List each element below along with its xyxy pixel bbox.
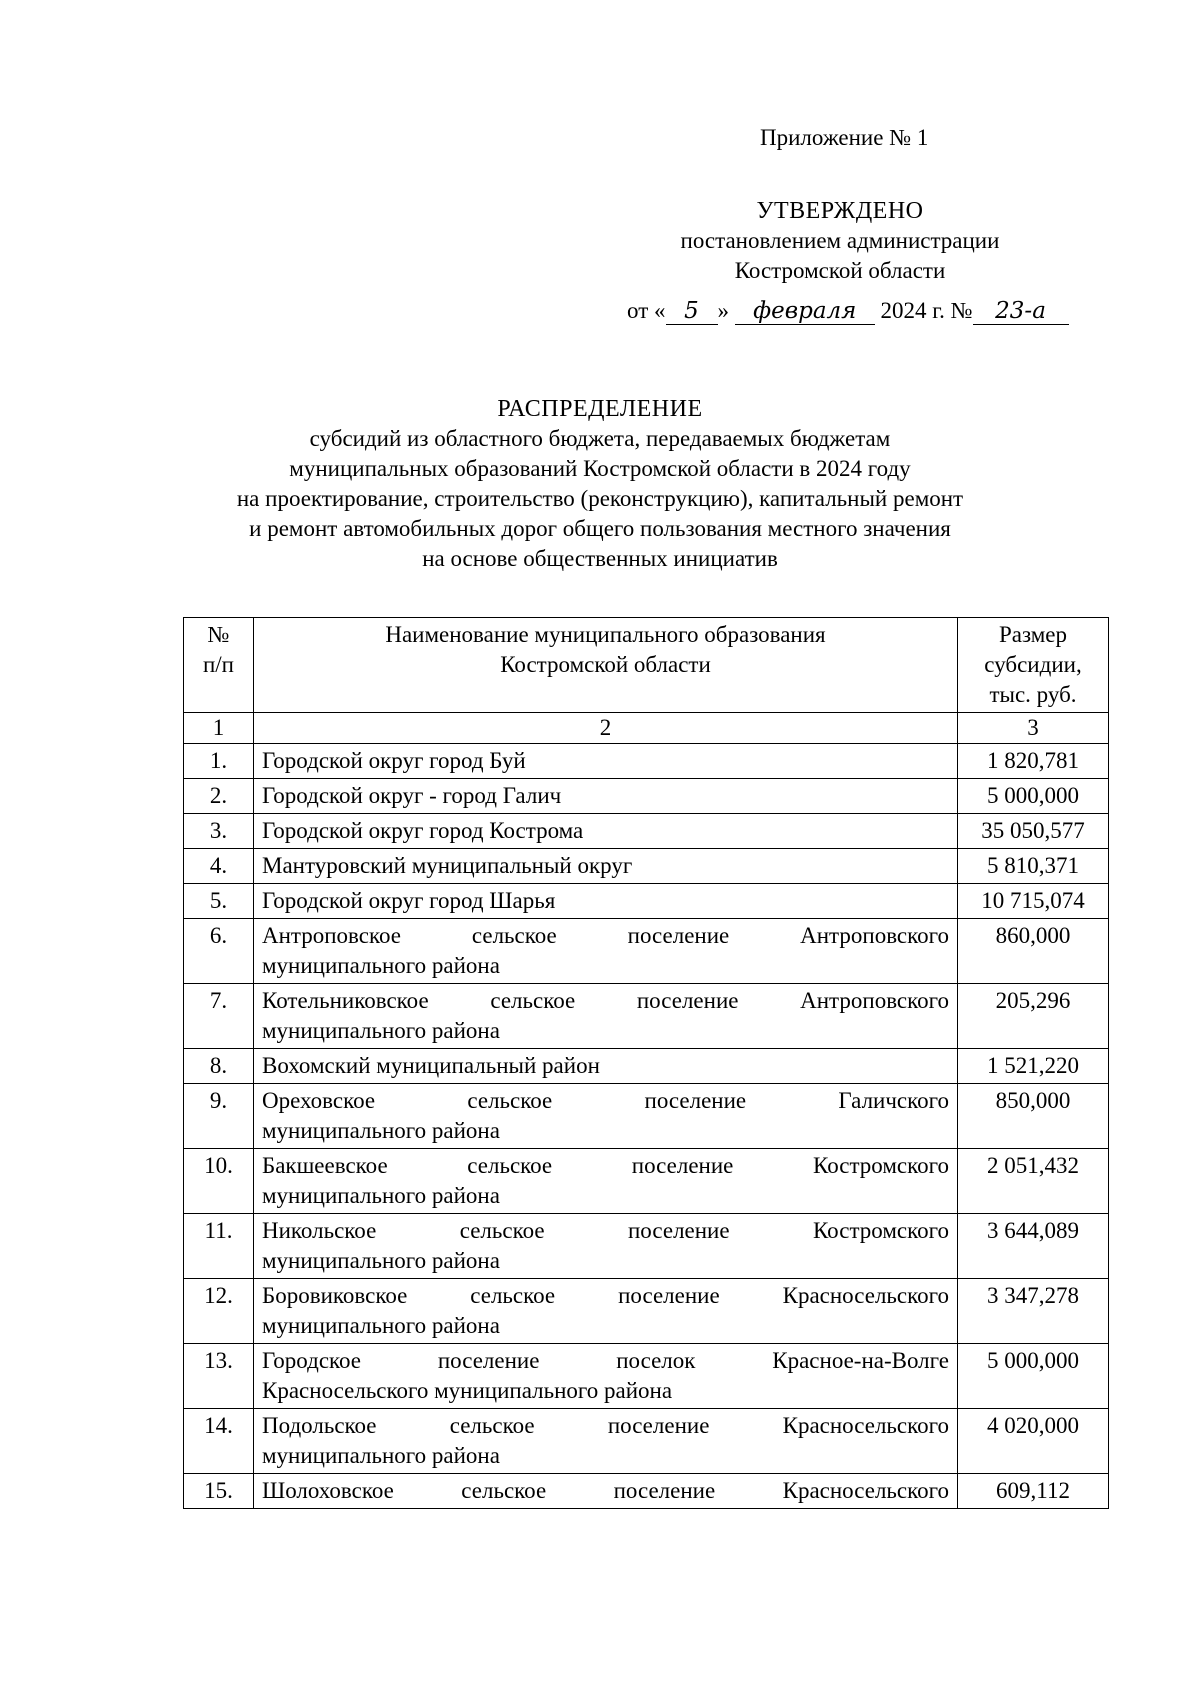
subsidy-amount: 35 050,577 xyxy=(958,814,1109,849)
table-row xyxy=(184,1409,1109,1474)
subsidy-amount: 5 000,000 xyxy=(958,779,1109,814)
table-row xyxy=(184,1474,1109,1509)
municipality-name-line-1: Городской округ - город Галич xyxy=(262,783,562,808)
municipality-name-line-2: муниципального района xyxy=(262,1248,500,1273)
table-row xyxy=(184,884,1109,919)
title-line-1: субсидий из областного бюджета, передаваемых бюджетам xyxy=(309,426,891,451)
municipality-name-line-2: муниципального района xyxy=(262,1183,500,1208)
appendix-label: Приложение № 1 xyxy=(760,125,929,150)
subsidy-amount: 1 820,781 xyxy=(958,744,1109,779)
municipality-name-line-1: Ореховское сельское поселение Галичского xyxy=(262,1088,949,1113)
row-number: 14. xyxy=(184,1409,254,1474)
row-number: 5. xyxy=(184,884,254,919)
municipality-name xyxy=(254,1474,958,1509)
municipality-name-line-2: муниципального района xyxy=(262,1443,500,1468)
table-row xyxy=(184,744,1109,779)
table-row xyxy=(184,1214,1109,1279)
municipality-name-line-1: Бакшеевское сельское поселение Костромского xyxy=(262,1153,949,1178)
column-index: 3 xyxy=(958,713,1109,744)
municipality-name-line-1: Котельниковское сельское поселение Антроповского xyxy=(262,988,949,1013)
row-number: 15. xyxy=(184,1474,254,1509)
approved-line-2: постановлением администрации xyxy=(680,228,1000,253)
title-line-3: на проектирование, строительство (реконструкцию), капитальный ремонт xyxy=(236,486,964,511)
municipality-name-line-2: муниципального района xyxy=(262,1118,500,1143)
row-number: 7. xyxy=(184,984,254,1049)
column-index: 1 xyxy=(184,713,254,744)
table-row xyxy=(184,849,1109,884)
municipality-name-line-2: муниципального района xyxy=(262,1018,500,1043)
subsidy-amount: 3 644,089 xyxy=(958,1214,1109,1279)
decree-date-line xyxy=(627,298,1069,325)
municipality-name-line-1: Городской округ город Кострома xyxy=(262,818,584,843)
title-line-5: на основе общественных инициатив xyxy=(422,546,778,571)
municipality-name-line-1: Вохомский муниципальный район xyxy=(262,1053,600,1078)
municipality-name xyxy=(254,919,958,984)
municipality-name xyxy=(254,1279,958,1344)
municipality-name xyxy=(254,779,958,814)
municipality-name-line-1: Городской округ город Шарья xyxy=(262,888,556,913)
municipality-name xyxy=(254,884,958,919)
handwritten-month: февраля xyxy=(735,298,875,325)
municipality-name-line-1: Мантуровский муниципальный округ xyxy=(262,853,633,878)
header-size: Размер субсидии, тыс. руб. xyxy=(958,618,1109,713)
subsidy-amount: 10 715,074 xyxy=(958,884,1109,919)
subsidy-amount: 1 521,220 xyxy=(958,1049,1109,1084)
municipality-name-line-1: Городское поселение поселок Красное-на-Волге xyxy=(262,1348,949,1373)
subsidy-amount: 4 020,000 xyxy=(958,1409,1109,1474)
title-line-4: и ремонт автомобильных дорог общего пользования местного значения xyxy=(249,516,951,541)
municipality-name xyxy=(254,814,958,849)
column-index-row xyxy=(184,713,1109,744)
municipality-name xyxy=(254,744,958,779)
municipality-name xyxy=(254,1344,958,1409)
handwritten-day: 5 xyxy=(666,298,718,325)
subsidy-amount: 5 000,000 xyxy=(958,1344,1109,1409)
row-number: 13. xyxy=(184,1344,254,1409)
municipality-name xyxy=(254,1084,958,1149)
header-number: № п/п xyxy=(184,618,254,713)
date-mid: » xyxy=(717,298,729,323)
municipality-name-line-1: Антроповское сельское поселение Антроповского xyxy=(262,923,949,948)
table-header-row xyxy=(184,618,1109,713)
table-row xyxy=(184,919,1109,984)
subsidy-amount: 2 051,432 xyxy=(958,1149,1109,1214)
subsidy-amount: 205,296 xyxy=(958,984,1109,1049)
municipality-name-line-1: Подольское сельское поселение Красносельского xyxy=(262,1413,949,1438)
title-line-2: муниципальных образований Костромской области в 2024 году xyxy=(289,456,911,481)
row-number: 10. xyxy=(184,1149,254,1214)
municipality-name xyxy=(254,1409,958,1474)
approved-heading: УТВЕРЖДЕНО xyxy=(756,198,924,224)
municipality-name-line-2: Красносельского муниципального района xyxy=(262,1378,673,1403)
municipality-name-line-1: Шолоховское сельское поселение Красносельского xyxy=(262,1478,949,1503)
municipality-name xyxy=(254,984,958,1049)
subsidy-amount: 850,000 xyxy=(958,1084,1109,1149)
row-number: 8. xyxy=(184,1049,254,1084)
table-row xyxy=(184,814,1109,849)
table-row xyxy=(184,1049,1109,1084)
date-prefix: от « xyxy=(627,298,666,323)
subsidy-table xyxy=(183,617,1109,1509)
document-title xyxy=(150,394,1050,574)
subsidy-amount: 5 810,371 xyxy=(958,849,1109,884)
title-heading: РАСПРЕДЕЛЕНИЕ xyxy=(497,396,703,422)
table-row xyxy=(184,1344,1109,1409)
row-number: 11. xyxy=(184,1214,254,1279)
subsidy-amount: 609,112 xyxy=(958,1474,1109,1509)
table-row xyxy=(184,1149,1109,1214)
municipality-name-line-1: Боровиковское сельское поселение Красносельского xyxy=(262,1283,949,1308)
municipality-name-line-1: Никольское сельское поселение Костромского xyxy=(262,1218,949,1243)
municipality-name-line-2: муниципального района xyxy=(262,1313,500,1338)
date-year: 2024 г. № xyxy=(880,298,973,323)
subsidy-amount: 3 347,278 xyxy=(958,1279,1109,1344)
row-number: 3. xyxy=(184,814,254,849)
municipality-name xyxy=(254,1149,958,1214)
row-number: 6. xyxy=(184,919,254,984)
handwritten-number: 23-а xyxy=(973,298,1069,325)
row-number: 12. xyxy=(184,1279,254,1344)
subsidy-amount: 860,000 xyxy=(958,919,1109,984)
approval-block xyxy=(610,196,1070,286)
municipality-name-line-2: муниципального района xyxy=(262,953,500,978)
column-index: 2 xyxy=(254,713,958,744)
approved-line-3: Костромской области xyxy=(734,258,946,283)
municipality-name xyxy=(254,849,958,884)
row-number: 4. xyxy=(184,849,254,884)
row-number: 9. xyxy=(184,1084,254,1149)
row-number: 1. xyxy=(184,744,254,779)
municipality-name-line-1: Городской округ город Буй xyxy=(262,748,526,773)
table-row xyxy=(184,1084,1109,1149)
table-row xyxy=(184,984,1109,1049)
table-row xyxy=(184,779,1109,814)
header-name: Наименование муниципального образования Костромской области xyxy=(254,618,958,713)
municipality-name xyxy=(254,1214,958,1279)
municipality-name xyxy=(254,1049,958,1084)
row-number: 2. xyxy=(184,779,254,814)
table-row xyxy=(184,1279,1109,1344)
